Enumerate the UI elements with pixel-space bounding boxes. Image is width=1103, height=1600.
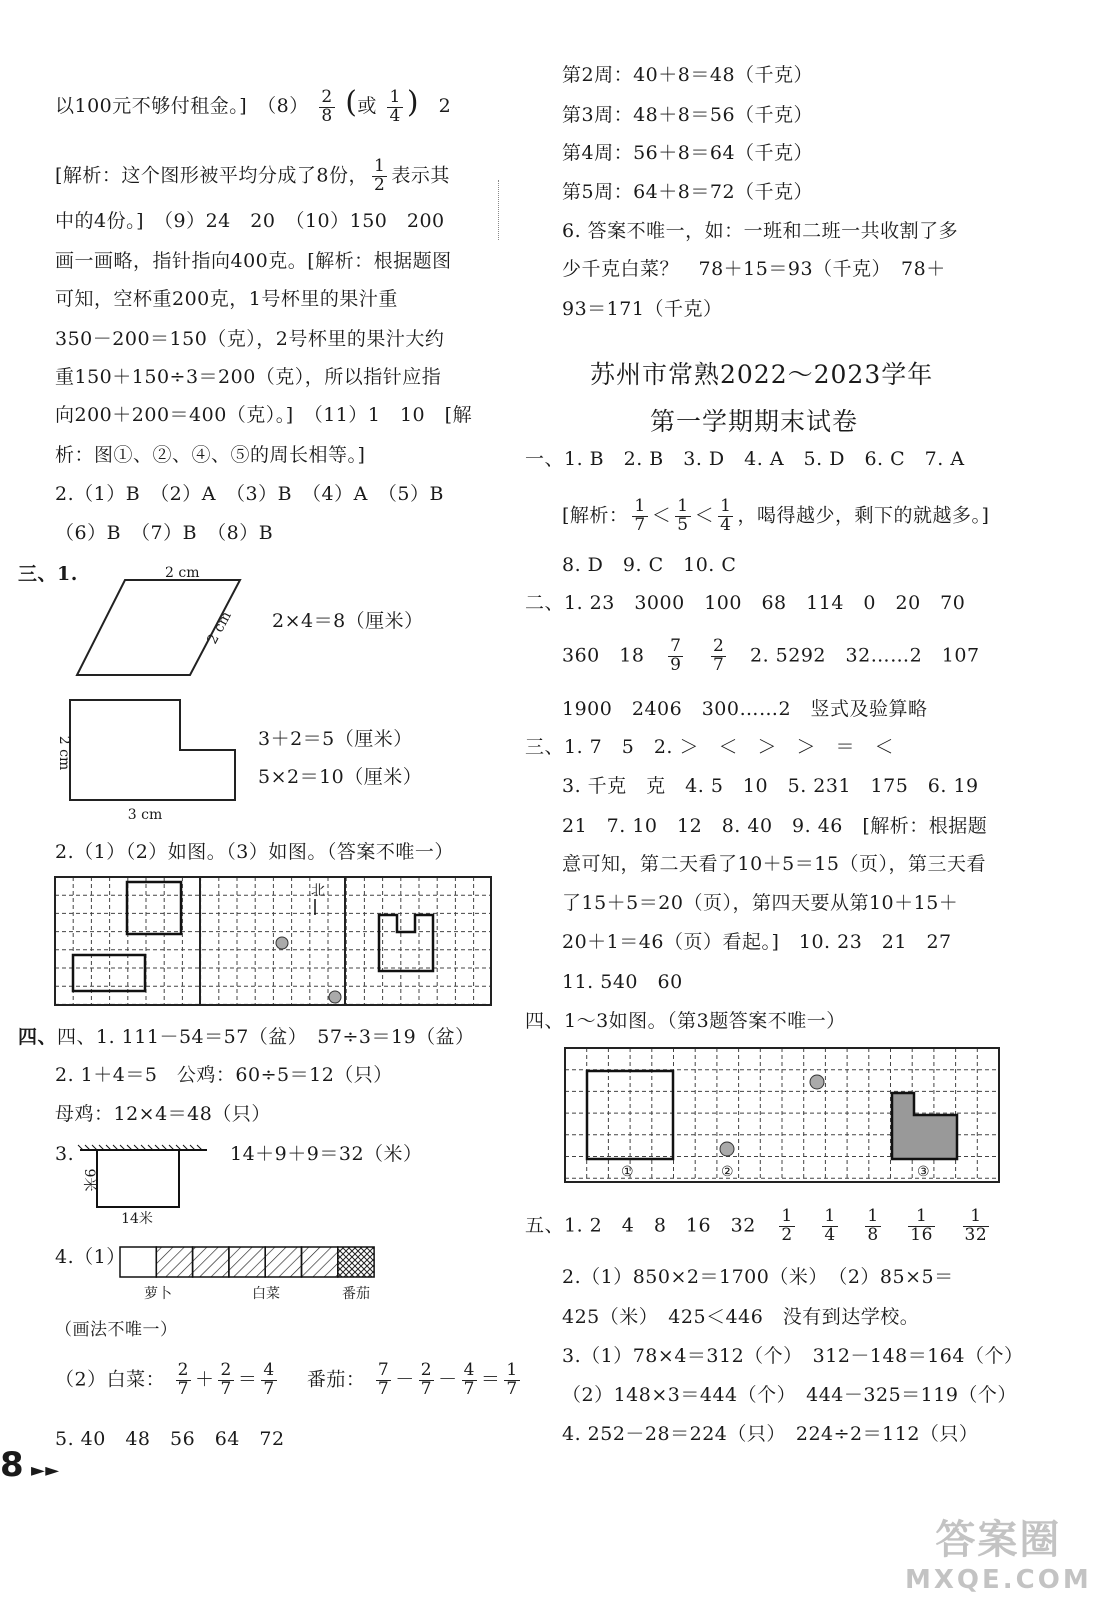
section-4-5-line: 5. 40 48 56 64 72 xyxy=(55,1428,285,1450)
rect-side-label: 9米 xyxy=(81,1168,97,1192)
l-shape-equation-2: 5×2＝10（厘米） xyxy=(258,766,423,788)
q5-line-6: 4. 252－28＝224（只） 224÷2＝112（只） xyxy=(562,1423,979,1445)
section-4-4-2-line: （2）白菜： $\frac{2}{7}$ ＋ $\frac{2}{7}$ ＝ $\frac{4}{7}$ 番茄： $\frac{7}{7}$ － $\frac{2}{7}$ － $\frac{4}{7}$ ＝ $\frac{1}{7}$ xyxy=(55,1360,518,1399)
q3-line-6: 20＋1＝46（页）看起。] 10. 23 21 27 xyxy=(562,931,952,953)
page-number: 8 ►► xyxy=(0,1445,60,1485)
section-4-3-equation: 14＋9＋9＝32（米） xyxy=(230,1143,423,1165)
q5-line-1: 五、1. 2 4 8 16 32 $\frac{1}{2}$ $\frac{1}{4}$ $\frac{1}{8}$ $\frac{1}{16}$ $\frac{1}{32}$ xyxy=(525,1206,988,1245)
marker-circle xyxy=(720,1142,734,1156)
l-shape-figure xyxy=(45,695,245,825)
section-3-heading: 三、1. xyxy=(18,563,78,585)
column-divider xyxy=(498,180,500,240)
grid-mark-2: ② xyxy=(721,1164,734,1180)
section-3-2-line: 2.（1）（2）如图。（3）如图。（答案不唯一） xyxy=(55,841,454,863)
exam-title-line-2: 第一学期期末试卷 xyxy=(650,407,859,436)
bar-label-tomato: 番茄 xyxy=(342,1286,370,1302)
q3-line-3: 21 7. 10 12 8. 40 9. 46 [解析：根据题 xyxy=(562,815,988,837)
left-line-8: 向200＋200＝400（克）。] （11）1 10 [解 xyxy=(55,404,473,426)
q3-line-4: 意可知，第二天看了10＋5＝15（页），第三天看 xyxy=(562,853,986,875)
watermark-logo: 答案圈 MXQE.COM xyxy=(905,1517,1092,1595)
left-line-5: 可知，空杯重200克，1号杯里的果汁重 xyxy=(55,288,398,310)
parallelogram-figure xyxy=(75,565,275,685)
section-4-4-note: （画法不唯一） xyxy=(55,1320,178,1340)
bar-model-figure xyxy=(118,1245,378,1305)
left-line-9: 析：图①、②、④、⑤的周长相等。] xyxy=(55,444,366,466)
grid-mark-1: ① xyxy=(621,1164,634,1180)
north-label: 北 xyxy=(311,883,325,899)
left-line-7: 重150＋150÷3＝200（克），所以指针应指 xyxy=(55,366,442,388)
left-line-1: 以100元不够付租金。] （8） $\frac{2}{8}$ (或 $\frac{1}{4}$ ) 2 xyxy=(55,85,452,126)
right-line-6: 少千克白菜？ 78＋15＝93（千克） 78＋ xyxy=(562,258,946,280)
right-line-7: 93＝171（千克） xyxy=(562,298,723,320)
bar-label-cabbage: 白菜 xyxy=(252,1286,280,1302)
marker-circle xyxy=(329,991,341,1003)
l-shape-side-label: 2 cm xyxy=(56,735,72,771)
q5-line-5: （2）148×3＝444（个） 444－325＝119（个） xyxy=(562,1384,1017,1406)
section-4-line-2b: 母鸡：12×4＝48（只） xyxy=(55,1103,271,1125)
marker-circle xyxy=(276,937,288,949)
section-4-4-label: 4.（1） xyxy=(55,1246,126,1268)
marker-circle xyxy=(810,1075,824,1089)
bar-label-radish: 萝卜 xyxy=(144,1286,172,1302)
right-line-3: 第4周：56＋8＝64（千克） xyxy=(562,142,814,164)
section-4-line-1: 四、四、1. 111－54＝57（盆） 57÷3＝19（盆） xyxy=(18,1026,475,1048)
l-shape-equation-1: 3＋2＝5（厘米） xyxy=(258,728,413,750)
q1-answers: 一、1. B 2. B 3. D 4. A 5. D 6. C 7. A xyxy=(525,448,965,470)
q5-line-3: 425（米） 425＜446 没有到达学校。 xyxy=(562,1306,920,1328)
left-line-4: 画一画略，指针指向400克。[解析：根据题图 xyxy=(55,250,452,272)
exam-title-line-1: 苏州市常熟2022～2023学年 xyxy=(590,360,934,389)
right-line-1: 第2周：40＋8＝48（千克） xyxy=(562,64,814,86)
parallelogram-equation: 2×4＝8（厘米） xyxy=(272,610,424,632)
q3-line-5: 了15＋5＝20（页），第四天要从第10＋15＋ xyxy=(562,892,959,914)
right-line-4: 第5周：64＋8＝72（千克） xyxy=(562,181,814,203)
q3-line-7: 11. 540 60 xyxy=(562,971,683,993)
parallelogram-top-label: 2 cm xyxy=(165,565,200,581)
grid-figure-left xyxy=(55,877,493,1007)
left-line-3: 中的4份。] （9）24 20 （10）150 200 xyxy=(55,210,445,232)
left-line-11: （6）B （7）B （8）B xyxy=(55,522,274,544)
q5-line-4: 3.（1）78×4＝312（个） 312－148＝164（个） xyxy=(562,1345,1024,1367)
wall-rectangle-figure xyxy=(75,1145,215,1230)
section-4-3-label: 3. xyxy=(55,1143,75,1165)
q3-line-1: 三、1. 7 5 2. ＞ ＜ ＞ ＞ ＝ ＜ xyxy=(525,736,895,758)
right-line-2: 第3周：48＋8＝56（千克） xyxy=(562,104,814,126)
section-4-line-2: 2. 1＋4＝5 公鸡：60÷5＝12（只） xyxy=(55,1064,393,1086)
q2-line-2: 360 18 $\frac{7}{9}$ $\frac{2}{7}$ 2. 5292 32……2 107 xyxy=(562,636,980,675)
grid-figure-right xyxy=(565,1048,1001,1184)
left-line-2: [解析：这个图形被平均分成了8份， $\frac{1}{2}$ 表示其 xyxy=(55,156,450,195)
left-line-10: 2.（1）B （2）A （3）B （4）A （5）B xyxy=(55,483,444,505)
right-line-5: 6. 答案不唯一，如：一班和二班一共收割了多 xyxy=(562,220,959,242)
l-shape-bottom-label: 3 cm xyxy=(127,807,163,823)
rect-bottom-label: 14米 xyxy=(121,1211,153,1227)
q1-note: [解析： $\frac{1}{7}$ ＜ $\frac{1}{5}$ ＜ $\frac{1}{4}$ ，喝得越少，剩下的就越多。] xyxy=(562,496,990,535)
q3-line-2: 3. 千克 克 4. 5 10 5. 231 175 6. 19 xyxy=(562,775,979,797)
parallelogram-side-label: 2 cm xyxy=(204,608,235,647)
q2-line-1: 二、1. 23 3000 100 68 114 0 20 70 xyxy=(525,592,966,614)
q1-answers-b: 8. D 9. C 10. C xyxy=(562,554,737,576)
q2-line-3: 1900 2406 300……2 竖式及验算略 xyxy=(562,698,928,720)
q5-line-2: 2.（1）850×2＝1700（米） （2）85×5＝ xyxy=(562,1266,954,1288)
grid-mark-3: ③ xyxy=(917,1164,930,1180)
q4-line: 四、1～3如图。（第3题答案不唯一） xyxy=(525,1010,846,1032)
left-line-6: 350－200＝150（克），2号杯里的果汁大约 xyxy=(55,328,445,350)
